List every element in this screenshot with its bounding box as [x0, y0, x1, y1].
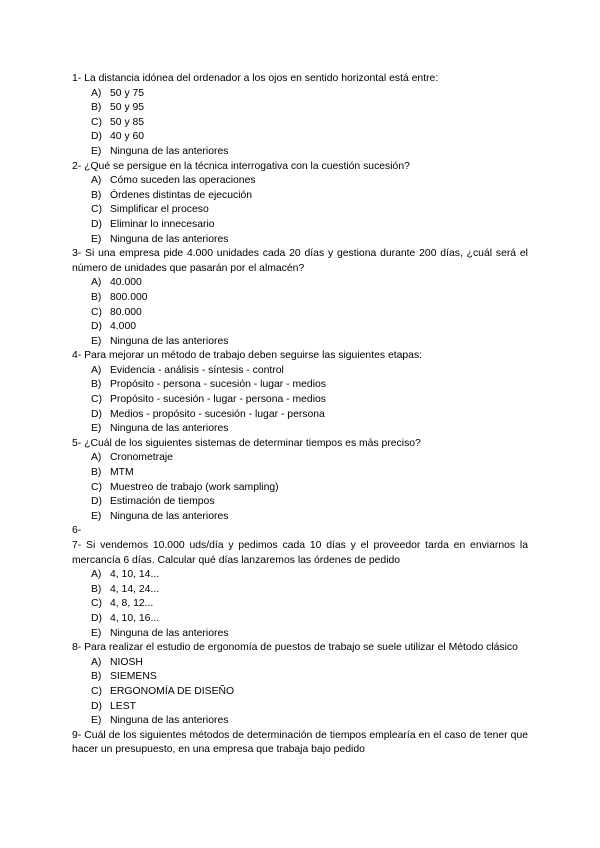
answer-option: [91, 116, 528, 131]
answer-option: [91, 451, 528, 466]
option-text: Medios - propósito - sucesión - lugar - persona: [110, 408, 325, 420]
answer-options: [72, 656, 528, 729]
option-text: 50 y 85: [110, 116, 145, 128]
option-letter: D): [91, 408, 102, 420]
option-letter: E): [91, 510, 102, 522]
option-text: 4.000: [110, 321, 137, 333]
answer-option: [91, 145, 528, 160]
option-letter: A): [91, 364, 102, 376]
question-text: 4- Para mejorar un método de trabajo deben seguirse las siguientes etapas:: [72, 350, 423, 362]
option-letter: E): [91, 627, 102, 639]
option-letter: B): [91, 189, 102, 201]
question-text: 3- Si una empresa pide 4.000 unidades cada 20 días y gestiona durante 200 días, ¿cuál será el número de unidades que pasarán por el almacén?: [72, 248, 528, 274]
option-text: Simplificar el proceso: [110, 204, 209, 216]
option-text: Cómo suceden las operaciones: [110, 175, 256, 187]
answer-option: [91, 393, 528, 408]
answer-options: [72, 87, 528, 160]
question-text: 5- ¿Cuál de los siguientes sistemas de determinar tiempos es más preciso?: [72, 437, 421, 449]
option-text: 80.000: [110, 306, 142, 318]
option-letter: E): [91, 423, 102, 435]
option-text: 40 y 60: [110, 131, 145, 143]
answer-option: [91, 203, 528, 218]
option-text: 4, 10, 14...: [110, 569, 160, 581]
answer-option: [91, 276, 528, 291]
option-letter: E): [91, 335, 102, 347]
option-text: Órdenes distintas de ejecución: [110, 189, 253, 201]
option-text: Ninguna de las anteriores: [110, 423, 229, 435]
answer-option: [91, 568, 528, 583]
option-text: Ninguna de las anteriores: [110, 510, 229, 522]
answer-option: [91, 466, 528, 481]
answer-option: [91, 612, 528, 627]
answer-option: [91, 714, 528, 729]
answer-option: [91, 174, 528, 189]
option-letter: D): [91, 700, 102, 712]
option-text: MTM: [110, 467, 134, 479]
option-letter: E): [91, 233, 102, 245]
option-letter: C): [91, 394, 102, 406]
option-text: 4, 14, 24...: [110, 583, 160, 595]
option-text: Muestreo de trabajo (work sampling): [110, 481, 279, 493]
question-7: [72, 539, 528, 641]
option-text: 4, 8, 12...: [110, 598, 154, 610]
question-4: [72, 349, 528, 437]
option-text: SIEMENS: [110, 671, 157, 683]
option-letter: B): [91, 671, 102, 683]
option-letter: A): [91, 175, 102, 187]
answer-option: [91, 408, 528, 423]
option-letter: E): [91, 715, 102, 727]
option-text: 4, 10, 16...: [110, 612, 160, 624]
answer-option: [91, 422, 528, 437]
option-text: 50 y 75: [110, 87, 145, 99]
option-letter: C): [91, 306, 102, 318]
question-text: 9- Cuál de los siguientes métodos de determinación de tiempos emplearía en el caso de tener que hacer un presupuesto, en una empresa que trabaja bajo pedido: [72, 729, 528, 756]
question-8: [72, 641, 528, 729]
option-letter: A): [91, 277, 102, 289]
answer-options: [72, 364, 528, 437]
option-letter: D): [91, 321, 102, 333]
answer-option: [91, 87, 528, 102]
answer-options: [72, 451, 528, 524]
answer-option: [91, 189, 528, 204]
answer-option: [91, 378, 528, 393]
answer-option: [91, 481, 528, 496]
option-letter: A): [91, 569, 102, 581]
option-letter: B): [91, 467, 102, 479]
answer-option: [91, 306, 528, 321]
option-letter: B): [91, 102, 102, 114]
answer-option: [91, 233, 528, 248]
option-letter: C): [91, 598, 102, 610]
option-letter: A): [91, 656, 102, 668]
answer-option: [91, 495, 528, 510]
answer-option: [91, 364, 528, 379]
option-text: 40.000: [110, 277, 142, 289]
option-letter: B): [91, 583, 102, 595]
option-letter: A): [91, 452, 102, 464]
question-text: 6-: [72, 525, 82, 537]
option-letter: C): [91, 116, 102, 128]
answer-options: [72, 276, 528, 349]
answer-options: [72, 174, 528, 247]
option-text: 800.000: [110, 291, 148, 303]
option-text: Ninguna de las anteriores: [110, 627, 229, 639]
option-text: Evidencia - análisis - síntesis - control: [110, 364, 284, 376]
option-text: Ninguna de las anteriores: [110, 335, 229, 347]
question-text: 1- La distancia idónea del ordenador a los ojos en sentido horizontal está entre:: [72, 73, 439, 84]
answer-option: [91, 627, 528, 642]
option-text: Propósito - persona - sucesión - lugar - medios: [110, 379, 326, 391]
answer-option: [91, 218, 528, 233]
option-letter: A): [91, 87, 102, 99]
option-letter: E): [91, 145, 102, 157]
option-text: ERGONOMÍA DE DISEÑO: [110, 685, 235, 697]
question-5: [72, 437, 528, 525]
answer-option: [91, 583, 528, 598]
option-letter: D): [91, 496, 102, 508]
option-letter: C): [91, 204, 102, 216]
option-text: Ninguna de las anteriores: [110, 145, 229, 157]
answer-options: [72, 568, 528, 641]
answer-option: [91, 656, 528, 671]
option-text: Cronometraje: [110, 452, 173, 464]
option-letter: C): [91, 685, 102, 697]
question-text: 2- ¿Qué se persigue en la técnica interrogativa con la cuestión sucesión?: [72, 160, 410, 172]
question-1: [72, 72, 528, 160]
option-letter: B): [91, 379, 102, 391]
option-text: LEST: [110, 700, 136, 712]
option-letter: D): [91, 612, 102, 624]
answer-option: [91, 320, 528, 335]
option-text: Ninguna de las anteriores: [110, 715, 229, 727]
option-text: NIOSH: [110, 656, 143, 668]
answer-option: [91, 510, 528, 525]
answer-option: [91, 597, 528, 612]
question-6: [72, 524, 528, 539]
question-9: [72, 729, 528, 758]
question-text: 8- Para realizar el estudio de ergonomía de puestos de trabajo se suele utilizar el Método clásico: [72, 642, 518, 654]
answer-option: [91, 130, 528, 145]
question-text: 7- Si vendemos 10.000 uds/día y pedimos cada 10 días y el proveedor tarda en enviarnos la mercancía 6 días. Calcular qué días lanzaremos las órdenes de pedido: [72, 540, 528, 566]
option-text: Eliminar lo innecesario: [110, 218, 215, 230]
answer-option: [91, 700, 528, 715]
option-letter: C): [91, 481, 102, 493]
option-text: Ninguna de las anteriores: [110, 233, 229, 245]
answer-option: [91, 670, 528, 685]
answer-option: [91, 101, 528, 116]
question-2: [72, 160, 528, 248]
option-letter: B): [91, 291, 102, 303]
option-text: Estimación de tiempos: [110, 496, 215, 508]
option-text: Propósito - sucesión - lugar - persona - medios: [110, 394, 326, 406]
option-text: 50 y 95: [110, 102, 145, 114]
option-letter: D): [91, 218, 102, 230]
answer-option: [91, 335, 528, 350]
option-letter: D): [91, 131, 102, 143]
question-list: [72, 72, 528, 758]
answer-option: [91, 291, 528, 306]
answer-option: [91, 685, 528, 700]
question-3: [72, 247, 528, 349]
